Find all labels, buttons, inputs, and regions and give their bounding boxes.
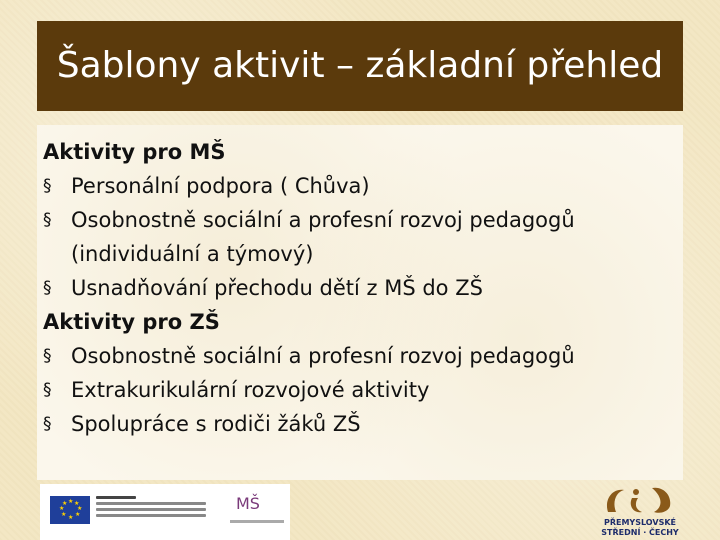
list-item: [43, 339, 575, 373]
bullet-icon: §: [43, 346, 52, 366]
heading-ms: Aktivity pro MŠ: [43, 140, 226, 164]
bullet-text: Extrakurikulární rozvojové aktivity: [71, 378, 430, 402]
bullet-list: [43, 135, 575, 441]
list-item: [43, 407, 575, 441]
bullet-continuation: (individuální a týmový): [71, 242, 314, 266]
eu-logo-line: [96, 514, 206, 517]
content-box: [37, 125, 683, 480]
region-logo-line1: PŘEMYSLOVSKÉ: [603, 518, 677, 527]
eu-logo-text: [96, 496, 206, 520]
heading-zs: Aktivity pro ZŠ: [43, 310, 220, 334]
region-logo-mark-icon: [602, 482, 678, 516]
slide-title: Šablony aktivit – základní přehled: [56, 45, 664, 86]
list-item: [43, 203, 575, 237]
msmt-logo-icon: [236, 494, 276, 524]
bullet-text: Spolupráce s rodiči žáků ZŠ: [71, 412, 361, 436]
bullet-icon: §: [43, 278, 52, 298]
list-item: [43, 169, 575, 203]
eu-logo-line: [96, 508, 206, 511]
bullet-icon: §: [43, 210, 52, 230]
title-bar: [37, 21, 683, 111]
list-item: [43, 271, 575, 305]
bullet-text: Personální podpora ( Chůva): [71, 174, 370, 198]
list-item: [43, 373, 575, 407]
funding-logos-strip: [40, 484, 290, 540]
eu-logo-line: [96, 496, 136, 499]
bullet-text: Osobnostně sociální a profesní rozvoj pedagogů: [71, 208, 575, 232]
bullet-icon: §: [43, 380, 52, 400]
region-logo-line2: STŘEDNÍ · ČECHY: [601, 528, 679, 537]
region-logo: [594, 480, 686, 540]
msmt-logo-mark: MŠ: [236, 494, 260, 513]
eu-logo-line: [96, 502, 206, 505]
msmt-logo-caption: [230, 520, 284, 523]
bullet-text: Osobnostně sociální a profesní rozvoj pedagogů: [71, 344, 575, 368]
bullet-text: Usnadňování přechodu dětí z MŠ do ZŠ: [71, 276, 483, 300]
bullet-icon: §: [43, 176, 52, 196]
bullet-icon: §: [43, 414, 52, 434]
eu-flag-icon: ★ ★ ★ ★ ★ ★ ★ ★: [50, 496, 90, 524]
region-logo-text: [594, 518, 686, 538]
